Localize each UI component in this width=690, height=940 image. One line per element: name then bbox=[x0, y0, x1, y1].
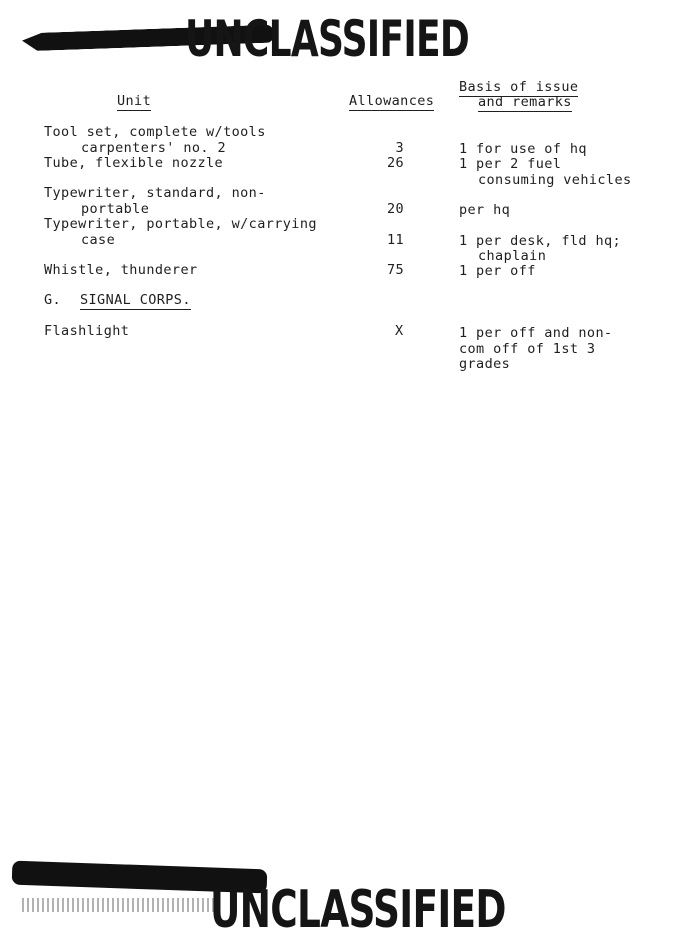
row-unit-line1: Tool set, complete w/tools bbox=[44, 124, 266, 140]
row-basis-line1: per hq bbox=[459, 202, 511, 218]
row-unit-line1: Tube, flexible nozzle bbox=[44, 155, 224, 171]
header-unit: Unit bbox=[117, 93, 152, 109]
row-basis-line2: chaplain bbox=[478, 248, 547, 264]
row-allowance: 3 bbox=[395, 140, 404, 156]
row-basis-line2: consuming vehicles bbox=[478, 172, 632, 188]
classification-stamp-top: UNCLASSIFIED bbox=[185, 10, 470, 68]
row-allowance: 11 bbox=[386, 232, 404, 248]
row-unit-line2: case bbox=[81, 232, 116, 248]
classification-stamp-bottom: UNCLASSIFIED bbox=[210, 880, 506, 940]
row-unit-line1: Whistle, thunderer bbox=[44, 262, 198, 278]
row-unit-line1: Typewriter, standard, non- bbox=[44, 185, 266, 201]
row-unit-line2: carpenters' no. 2 bbox=[81, 140, 226, 156]
row-basis-line1: 1 per 2 fuel bbox=[459, 156, 562, 172]
section-title: SIGNAL CORPS. bbox=[80, 292, 191, 308]
row-allowance: 75 bbox=[386, 262, 404, 278]
row-allowance: 26 bbox=[386, 155, 404, 171]
header-basis-line1: Basis of issue bbox=[459, 79, 579, 95]
row-unit-line2: portable bbox=[81, 201, 150, 217]
signal-row-basis-line3: grades bbox=[459, 356, 511, 372]
row-basis-line1: 1 for use of hq bbox=[459, 141, 587, 157]
row-allowance: 20 bbox=[386, 201, 404, 217]
signal-row-basis-line1: 1 per off and non- bbox=[459, 325, 613, 341]
row-unit-line1: Typewriter, portable, w/carrying bbox=[44, 216, 317, 232]
signal-row-unit: Flashlight bbox=[44, 323, 130, 339]
row-basis-line1: 1 per desk, fld hq; bbox=[459, 233, 622, 249]
ink-smear bbox=[22, 898, 222, 912]
section-letter: G. bbox=[44, 292, 62, 308]
signal-row-basis-line2: com off of 1st 3 bbox=[459, 341, 596, 357]
header-basis-line2: and remarks bbox=[478, 94, 572, 110]
row-basis-line1: 1 per off bbox=[459, 263, 536, 279]
header-allowances: Allowances bbox=[349, 93, 435, 109]
signal-row-allowance: X bbox=[395, 323, 404, 339]
